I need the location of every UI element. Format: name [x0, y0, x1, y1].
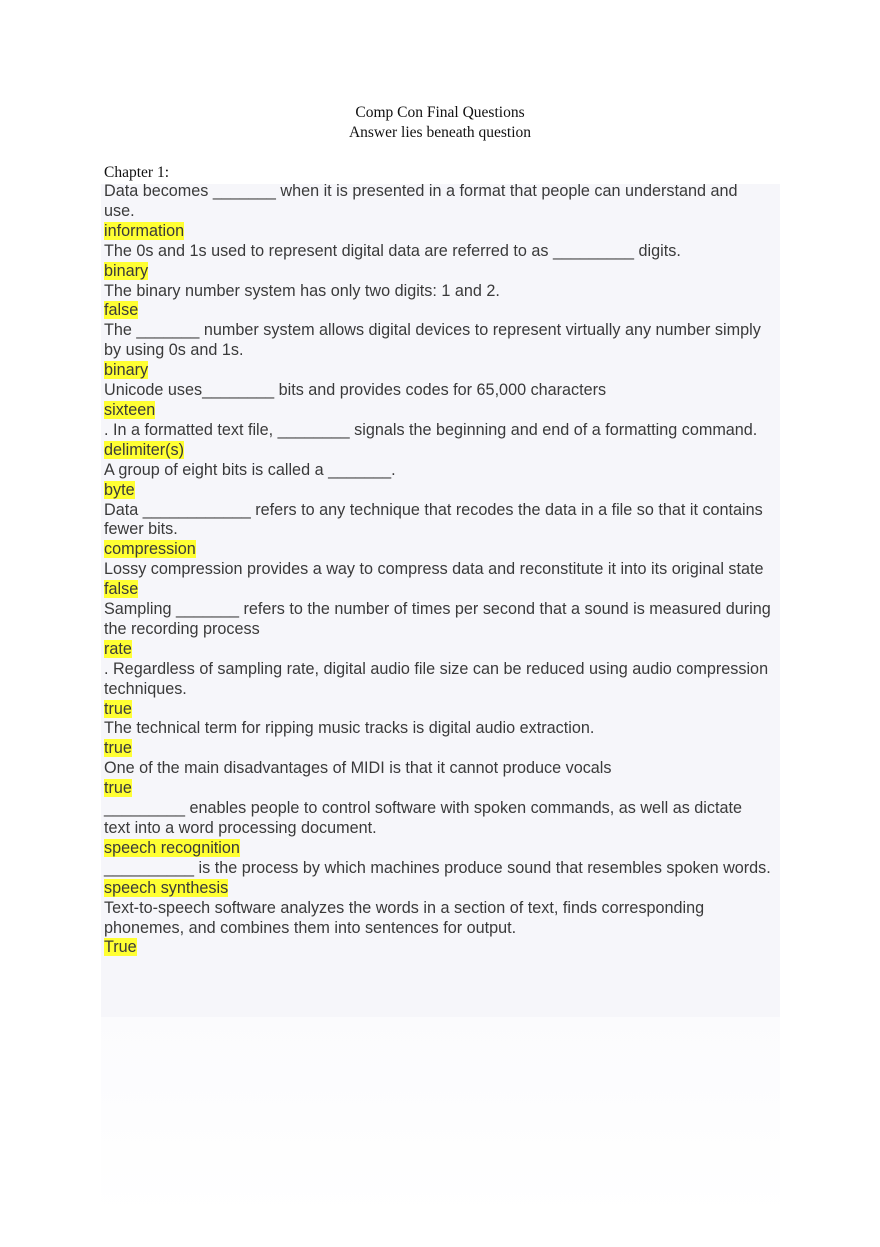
- answer-highlight: true: [104, 739, 132, 758]
- answer-line: [104, 262, 772, 282]
- answer-highlight: True: [104, 938, 137, 957]
- answer-line: [104, 739, 772, 759]
- answer-highlight: speech recognition: [104, 838, 240, 857]
- document-header: [0, 103, 880, 143]
- answer-highlight: true: [104, 699, 132, 718]
- question-text: The _______ number system allows digital devices to represent virtually any number simply by using 0s and 1s.: [104, 321, 761, 360]
- answer-line: [104, 839, 772, 859]
- question-text: Data ____________ refers to any technique that recodes the data in a file so that it contains fewer bits.: [104, 500, 763, 539]
- question-text: . Regardless of sampling rate, digital audio file size can be reduced using audio compression techniques.: [104, 659, 769, 698]
- answer-highlight: byte: [104, 480, 135, 499]
- answer-highlight: information: [104, 221, 185, 240]
- answer-highlight: delimiter(s): [104, 440, 185, 459]
- question-text: . In a formatted text file, ________ signals the beginning and end of a formatting command.: [104, 420, 758, 439]
- question-text: Sampling _______ refers to the number of times per second that a sound is measured during the recording process: [104, 600, 771, 638]
- question-answer-list: [104, 182, 772, 958]
- answer-line: [104, 879, 772, 899]
- document-title: Comp Con Final Questions: [355, 104, 525, 121]
- answer-line: [104, 700, 772, 720]
- answer-line: [104, 640, 772, 660]
- answer-line: [104, 481, 772, 501]
- question-text: Unicode uses________ bits and provides codes for 65,000 characters: [104, 381, 607, 400]
- answer-line: [104, 401, 772, 421]
- question-text: _________ enables people to control software with spoken commands, as well as dictate text into a word processing document.: [104, 799, 742, 837]
- answer-highlight: speech synthesis: [104, 878, 229, 897]
- answer-line: [104, 779, 772, 799]
- answer-line: [104, 938, 772, 958]
- question-text: __________ is the process by which machines produce sound that resembles spoken words.: [104, 858, 771, 877]
- document-subtitle: Answer lies beneath question: [348, 124, 532, 141]
- answer-highlight: true: [104, 779, 132, 798]
- question-text: One of the main disadvantages of MIDI is that it cannot produce vocals: [104, 759, 612, 778]
- question-text: A group of eight bits is called a _______.: [104, 460, 396, 479]
- answer-highlight: false: [104, 580, 139, 599]
- answer-highlight: false: [104, 301, 139, 320]
- text-background-fade: [101, 1017, 780, 1217]
- question-text: Text-to-speech software analyzes the words in a section of text, finds corresponding phonemes, and combines them into sentences for output.: [104, 898, 705, 937]
- question-text: The technical term for ripping music tracks is digital audio extraction.: [104, 719, 595, 738]
- question-text: The binary number system has only two digits: 1 and 2.: [104, 281, 500, 300]
- answer-highlight: rate: [104, 639, 132, 658]
- answer-highlight: sixteen: [104, 400, 156, 419]
- answer-line: [104, 540, 772, 560]
- answer-line: [104, 580, 772, 600]
- question-text: Data becomes _______ when it is presented in a format that people can understand and use.: [104, 182, 738, 220]
- chapter-heading: Chapter 1:: [104, 164, 169, 181]
- answer-line: [104, 301, 772, 321]
- answer-highlight: binary: [104, 361, 149, 380]
- answer-highlight: binary: [104, 261, 149, 280]
- question-text: Lossy compression provides a way to compress data and reconstitute it into its original state: [104, 560, 764, 579]
- answer-line: [104, 361, 772, 381]
- answer-highlight: compression: [104, 540, 196, 559]
- answer-line: [104, 222, 772, 242]
- question-text: The 0s and 1s used to represent digital data are referred to as _________ digits.: [104, 241, 681, 260]
- answer-line: [104, 441, 772, 461]
